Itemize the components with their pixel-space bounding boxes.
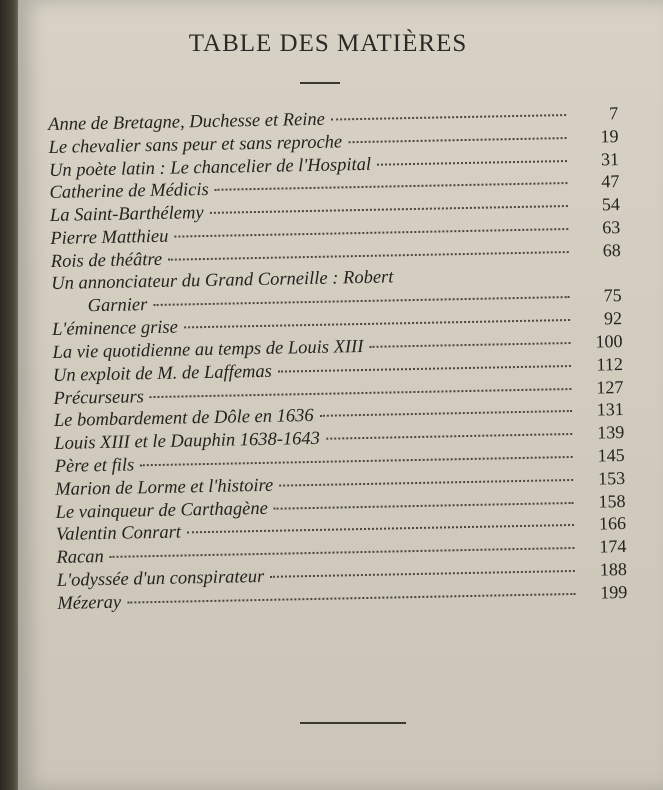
toc-entry-page: 139 — [597, 422, 625, 443]
toc-leader-dots — [210, 205, 568, 214]
toc-entry-page: 47 — [601, 171, 620, 192]
toc-entry-label: L'odyssée d'un conspirateur — [56, 566, 265, 591]
toc-entry-label: Rois de théâtre — [50, 249, 163, 272]
toc-leader-dots — [150, 388, 572, 398]
toc-leader-dots — [187, 524, 574, 533]
toc-entry-label: Marion de Lorme et l'histoire — [55, 475, 274, 500]
toc-leader-dots — [168, 251, 569, 261]
toc-leader-dots — [326, 433, 572, 440]
toc-leader-dots — [399, 275, 569, 278]
title-rule — [300, 82, 340, 84]
toc-entry-page: 174 — [599, 536, 627, 557]
toc-entry-page: 68 — [602, 239, 621, 261]
toc-entry-page: 54 — [601, 194, 621, 215]
toc-leader-dots — [348, 137, 566, 143]
toc-leader-dots — [278, 365, 571, 373]
toc-entry-page: 145 — [597, 444, 625, 466]
toc-entry-page: 31 — [600, 148, 620, 169]
toc-entry-page: 158 — [598, 490, 626, 512]
toc-leader-dots — [377, 160, 567, 166]
toc-entry-page: 100 — [595, 330, 623, 352]
toc-entry-page: 199 — [600, 581, 628, 603]
page-title: TABLE DES MATIÈRES — [188, 30, 468, 57]
toc-entry-label: Garnier — [87, 295, 148, 317]
bottom-rule — [300, 722, 406, 724]
book-page — [18, 0, 663, 790]
toc-leader-dots — [127, 593, 575, 604]
toc-entry-page: 153 — [597, 467, 626, 489]
toc-leader-dots — [270, 570, 575, 578]
toc-entry-page: 131 — [596, 399, 624, 420]
toc-leader-dots — [279, 479, 573, 487]
table-of-contents — [48, 103, 628, 615]
toc-entry-page: 7 — [608, 103, 619, 124]
toc-entry-label: Le chevalier sans peur et sans reproche — [48, 132, 343, 158]
toc-leader-dots — [184, 319, 570, 328]
toc-entry-label: Mézeray — [57, 592, 122, 614]
toc-entry-label: Un annonciateur du Grand Corneille : Robert — [51, 266, 394, 294]
toc-entry-label: Valentin Conrart — [55, 522, 182, 546]
toc-leader-dots — [331, 114, 566, 121]
toc-entry-page: 92 — [603, 308, 623, 329]
toc-entry-label: Louis XIII et le Dauphin 1638-1643 — [54, 428, 321, 455]
toc-entry-label: Anne de Bretagne, Duchesse et Reine — [48, 109, 326, 135]
toc-entry-page — [575, 278, 621, 279]
toc-entry-page: 166 — [598, 513, 627, 534]
toc-entry-label: Racan — [56, 547, 104, 569]
toc-entry-page: 127 — [596, 376, 624, 398]
toc-entry-label: Un poète latin : Le chancelier de l'Hospital — [48, 154, 372, 181]
toc-entry-label: Catherine de Médicis — [49, 180, 209, 204]
toc-leader-dots — [215, 182, 568, 191]
toc-entry-label: Un exploit de M. de Laffemas — [52, 361, 273, 386]
toc-entry-label: Pierre Matthieu — [50, 226, 169, 249]
toc-entry-label: Précurseurs — [53, 386, 145, 409]
toc-entry-label: L'éminence grise — [51, 317, 179, 341]
toc-entry-page: 112 — [596, 353, 624, 375]
toc-entry-label: La Saint-Barthélemy — [49, 203, 204, 227]
toc-entry-label: Le vainqueur de Carthagène — [55, 498, 269, 523]
toc-entry-label: Le bombardement de Dôle en 1636 — [53, 406, 314, 432]
toc-entry-page: 188 — [599, 558, 628, 580]
toc-leader-dots — [369, 342, 570, 348]
toc-entry-page: 19 — [600, 125, 619, 147]
toc-entry-label: La vie quotidienne au temps de Louis XIII — [52, 336, 364, 363]
toc-leader-dots — [274, 502, 574, 510]
toc-entry-label: Père et fils — [54, 455, 135, 477]
toc-entry-page: 63 — [602, 217, 621, 238]
toc-leader-dots — [320, 410, 572, 417]
toc-leader-dots — [153, 296, 569, 306]
toc-leader-dots — [110, 547, 575, 558]
toc-leader-dots — [174, 228, 568, 238]
toc-leader-dots — [140, 456, 572, 466]
toc-entry-page: 75 — [603, 285, 622, 306]
